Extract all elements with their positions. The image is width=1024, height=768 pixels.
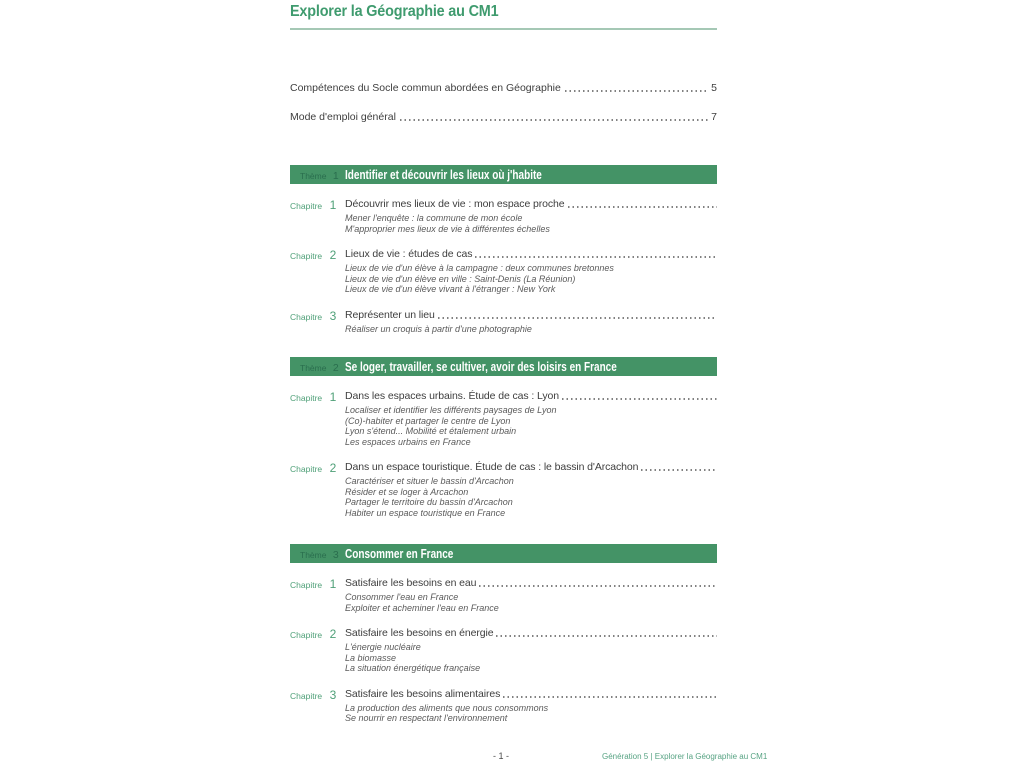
chapter-subitem: Se nourrir en respectant l'environnement xyxy=(345,713,508,723)
chapter-row xyxy=(290,461,717,518)
chapter-subitem: Lyon s'étend... Mobilité et étalement urbain xyxy=(345,426,517,436)
dotted-leader xyxy=(503,696,717,698)
theme-label xyxy=(300,166,345,184)
chapter-row xyxy=(290,627,717,674)
chapter-label-word: Chapitre xyxy=(290,393,323,403)
chapter-body xyxy=(345,688,717,724)
chapter-title: Découvrir mes lieux de vie : mon espace proche xyxy=(345,198,565,210)
theme-band xyxy=(290,544,717,563)
chapter-label-number: 1 xyxy=(329,577,337,591)
chapter-title: Lieux de vie : études de cas xyxy=(345,248,473,260)
chapter-title-row xyxy=(345,461,717,474)
chapter-title: Satisfaire les besoins alimentaires xyxy=(345,687,501,700)
chapter-subitem: Localiser et identifier les différents paysages de Lyon xyxy=(345,405,557,415)
chapter-body xyxy=(345,627,717,674)
chapter-subitem: Lieux de vie d'un élève à la campagne : deux communes bretonnes xyxy=(345,263,614,273)
chapter-subitem: M'approprier mes lieux de vie à différentes échelles xyxy=(345,223,550,234)
chapter-subitem: Les espaces urbains en France xyxy=(345,436,471,447)
chapter-title-row xyxy=(345,309,717,322)
theme-section-1 xyxy=(290,165,717,334)
chapter-subitem: Consommer l'eau en France xyxy=(345,592,459,602)
chapter-label xyxy=(290,248,345,295)
chapter-label xyxy=(290,577,345,613)
dotted-leader xyxy=(568,206,717,208)
chapter-title-row xyxy=(345,390,717,403)
chapter-body xyxy=(345,390,717,447)
dotted-leader xyxy=(475,256,717,258)
theme-label-number: 3 xyxy=(332,548,339,561)
chapter-label-word: Chapitre xyxy=(290,580,323,590)
chapter-subitem: Exploiter et acheminer l'eau en France xyxy=(345,602,499,613)
chapter-label-number: 1 xyxy=(329,198,337,212)
chapter-title-row xyxy=(345,688,717,701)
dotted-leader xyxy=(479,585,717,587)
chapter-title: Représenter un lieu xyxy=(345,308,435,321)
toc-entry-mode-emploi xyxy=(290,111,717,124)
dotted-leader xyxy=(641,469,717,471)
chapter-label-number: 2 xyxy=(329,248,337,262)
theme-title: Consommer en France xyxy=(345,546,454,561)
chapter-subitem: Lieux de vie d'un élève en ville : Saint-Denis (La Réunion) xyxy=(345,273,576,284)
toc-entry-competences xyxy=(290,82,717,95)
chapter-label-word: Chapitre xyxy=(290,311,323,322)
chapter-row xyxy=(290,390,717,447)
chapter-title: Satisfaire les besoins en eau xyxy=(345,577,477,589)
chapter-row xyxy=(290,198,717,234)
theme-label xyxy=(300,545,345,563)
chapter-body xyxy=(345,198,717,234)
toc-entry-label: Compétences du Socle commun abordées en Géographie xyxy=(290,82,561,94)
chapter-subitem: La situation énergétique française xyxy=(345,663,481,673)
chapter-subitem: Caractériser et situer le bassin d'Arcachon xyxy=(345,476,514,486)
chapter-subitems xyxy=(345,324,717,335)
chapter-label-number: 2 xyxy=(329,627,337,641)
chapter-title-row xyxy=(345,198,717,211)
chapter-label xyxy=(290,198,345,234)
chapter-body xyxy=(345,577,717,613)
dotted-leader xyxy=(496,635,717,637)
chapter-subitem: Réaliser un croquis à partir d'une photographie xyxy=(345,323,532,334)
chapter-subitems xyxy=(345,642,717,674)
toc-entry-page-number: 7 xyxy=(711,111,717,123)
chapter-body xyxy=(345,248,717,295)
chapter-label xyxy=(290,627,345,674)
chapter-label-number: 2 xyxy=(329,461,337,475)
chapter-subitems xyxy=(345,592,717,613)
chapter-subitem: L'énergie nucléaire xyxy=(345,642,421,652)
dotted-leader xyxy=(438,317,717,319)
chapter-label-word: Chapitre xyxy=(290,201,323,211)
theme-title: Se loger, travailler, se cultiver, avoir des loisirs en France xyxy=(345,359,617,374)
chapter-label-number: 1 xyxy=(329,390,337,404)
theme-label-number: 2 xyxy=(332,361,339,374)
theme-label-word: Thème xyxy=(300,549,327,560)
theme-label-word: Thème xyxy=(300,170,327,181)
chapter-label xyxy=(290,461,345,518)
chapter-row xyxy=(290,577,717,613)
theme-section-3 xyxy=(290,544,717,724)
chapter-label xyxy=(290,390,345,447)
chapter-title: Dans un espace touristique. Étude de cas : le bassin d'Arcachon xyxy=(345,461,639,473)
theme-label-number: 1 xyxy=(332,169,339,182)
theme-label xyxy=(300,358,345,376)
chapter-label-word: Chapitre xyxy=(290,464,323,474)
chapter-subitems xyxy=(345,476,717,518)
title-underline xyxy=(290,28,717,30)
dotted-leader xyxy=(562,398,717,400)
chapter-label xyxy=(290,309,345,335)
chapter-subitems xyxy=(345,405,717,447)
chapter-title-row xyxy=(345,577,717,590)
chapter-subitem: Résider et se loger à Arcachon xyxy=(345,486,469,497)
theme-title: Identifier et découvrir les lieux où j'habite xyxy=(345,167,542,182)
chapter-title-row xyxy=(345,248,717,261)
chapter-row xyxy=(290,688,717,724)
chapter-label xyxy=(290,688,345,724)
toc-entry-page-number: 5 xyxy=(711,82,717,94)
chapter-subitem: Partager le territoire du bassin d'Arcachon xyxy=(345,497,513,507)
chapter-label-word: Chapitre xyxy=(290,690,323,701)
chapter-subitem: Habiter un espace touristique en France xyxy=(345,507,506,518)
chapter-body xyxy=(345,309,717,335)
theme-band xyxy=(290,165,717,184)
chapter-row xyxy=(290,248,717,295)
dotted-leader xyxy=(400,119,708,121)
toc-entry-label: Mode d'emploi général xyxy=(290,111,396,123)
page-title: Explorer la Géographie au CM1 xyxy=(290,3,499,20)
chapter-title: Satisfaire les besoins en énergie xyxy=(345,627,494,639)
dotted-leader xyxy=(565,90,708,92)
chapter-subitem: (Co)-habiter et partager le centre de Lyon xyxy=(345,415,511,426)
chapter-label-number: 3 xyxy=(329,687,337,702)
theme-band xyxy=(290,357,717,376)
theme-label-word: Thème xyxy=(300,362,327,373)
chapter-subitems xyxy=(345,703,717,724)
footer-page-number: - 1 - xyxy=(492,751,509,761)
chapter-title: Dans les espaces urbains. Étude de cas : Lyon xyxy=(345,390,559,402)
chapter-row xyxy=(290,309,717,335)
theme-section-2 xyxy=(290,357,717,518)
chapter-subitems xyxy=(345,263,717,295)
chapter-subitems xyxy=(345,213,717,234)
chapter-subitem: La production des aliments que nous consommons xyxy=(345,702,549,713)
chapter-label-number: 3 xyxy=(329,308,337,323)
chapter-label-word: Chapitre xyxy=(290,251,323,261)
chapter-subitem: Lieux de vie d'un élève vivant à l'étranger : New York xyxy=(345,284,556,294)
chapter-title-row xyxy=(345,627,717,640)
footer-brand-text: Génération 5 | Explorer la Géographie au CM1 xyxy=(602,752,768,761)
chapter-subitem: Mener l'enquête : la commune de mon école xyxy=(345,213,523,223)
chapter-label-word: Chapitre xyxy=(290,630,323,640)
chapter-subitem: La biomasse xyxy=(345,652,397,663)
chapter-body xyxy=(345,461,717,518)
